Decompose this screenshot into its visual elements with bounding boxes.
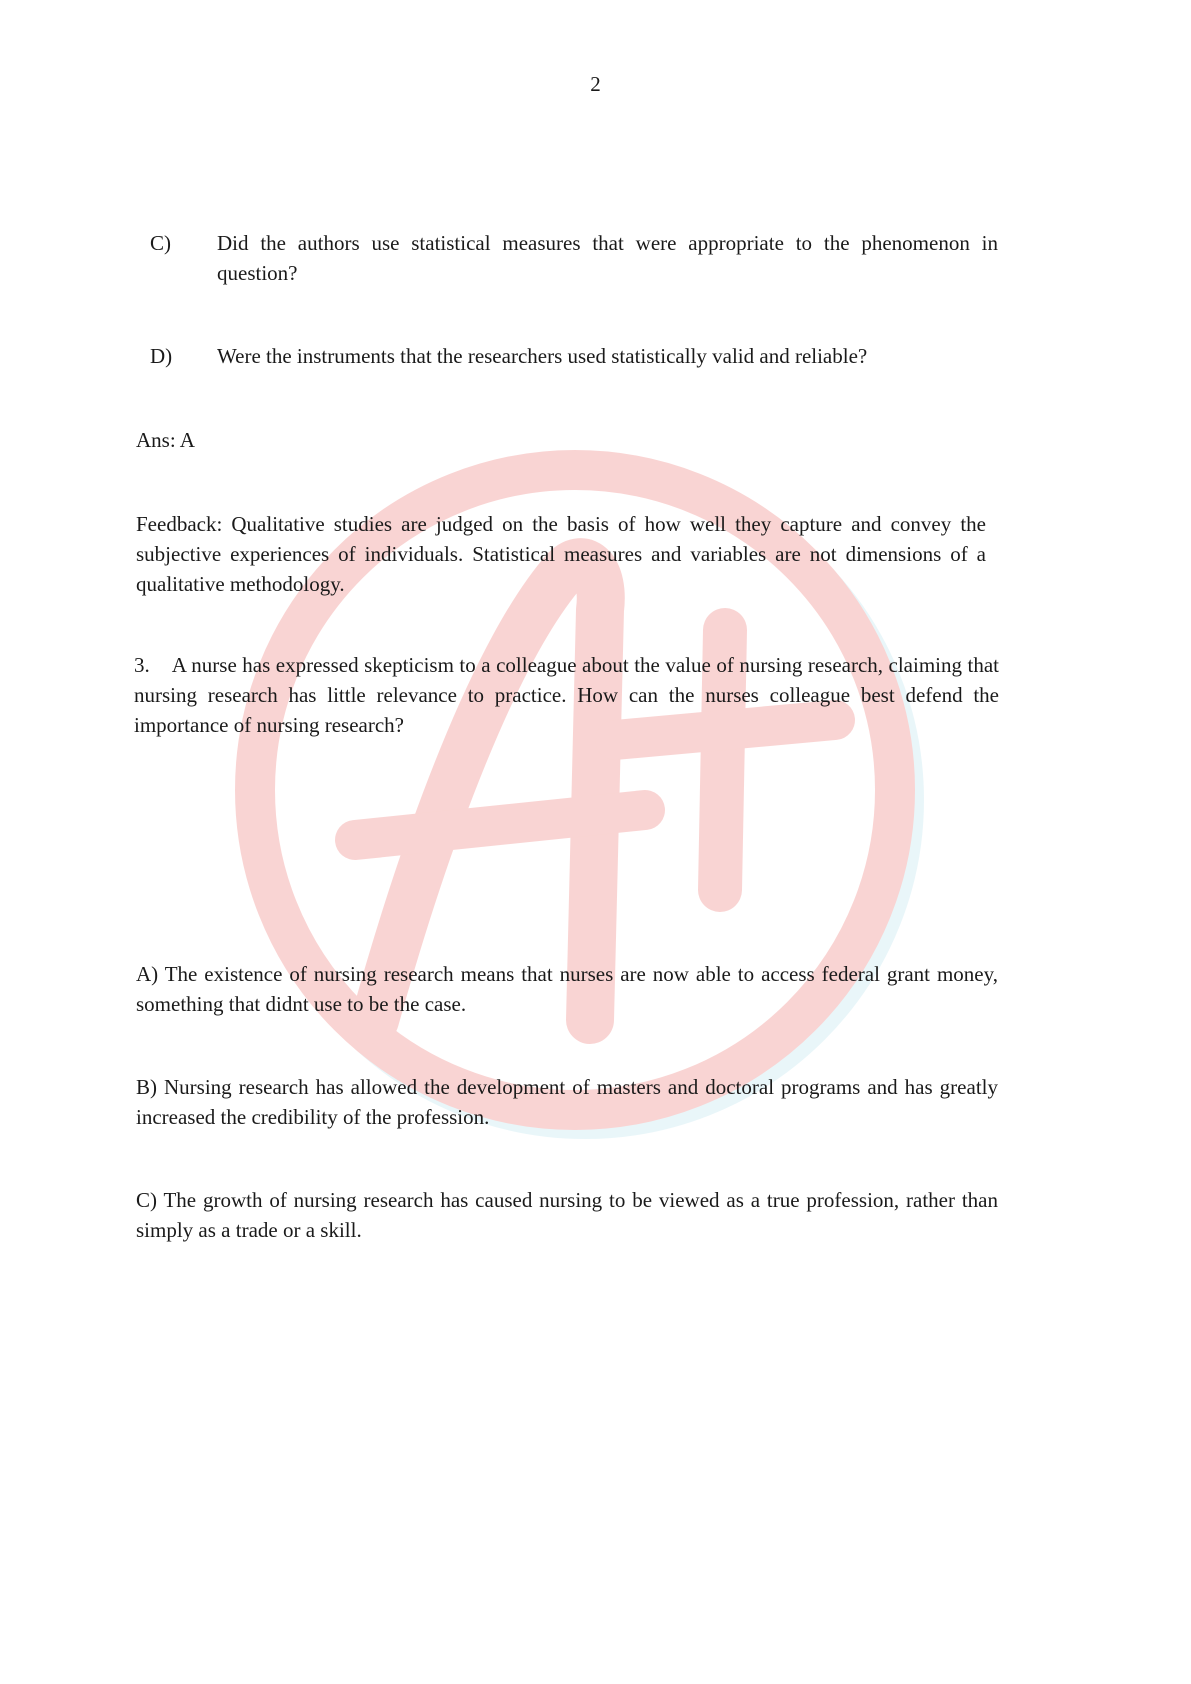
answer: Ans: A [136,428,195,452]
question-3-stem [134,650,999,740]
option-d-text: Were the instruments that the researchers used statistically valid and reliable? [217,344,868,368]
question-text: A nurse has expressed skepticism to a colleague about the value of nursing research, claiming that nursing research has little relevance to practice. How can the nurses colleague best defend the importance of nursing research? [134,653,1000,737]
answer-option-b[interactable]: B) Nursing research has allowed the development of masters and doctoral programs and has greatly increased the credibility of the profession. [136,1075,998,1129]
option-label-d: D) [150,344,173,368]
page-number: 2 [590,72,601,96]
option-label-c: C) [150,231,171,255]
question-number: 3. [134,653,150,677]
answer-option-c[interactable]: C) The growth of nursing research has caused nursing to be viewed as a true profession, rather than simply as a trade or a skill. [136,1188,998,1242]
answer-option-a[interactable]: A) The existence of nursing research means that nurses are now able to access federal grant money, something that didnt use to be the case. [136,962,998,1016]
option-c-text: Did the authors use statistical measures that were appropriate to the phenomenon in question? [217,231,998,285]
feedback: Feedback: Qualitative studies are judged on the basis of how well they capture and convey the subjective experiences of individuals. Statistical measures and variables are not dimensions of a qualitative methodology. [136,512,986,596]
